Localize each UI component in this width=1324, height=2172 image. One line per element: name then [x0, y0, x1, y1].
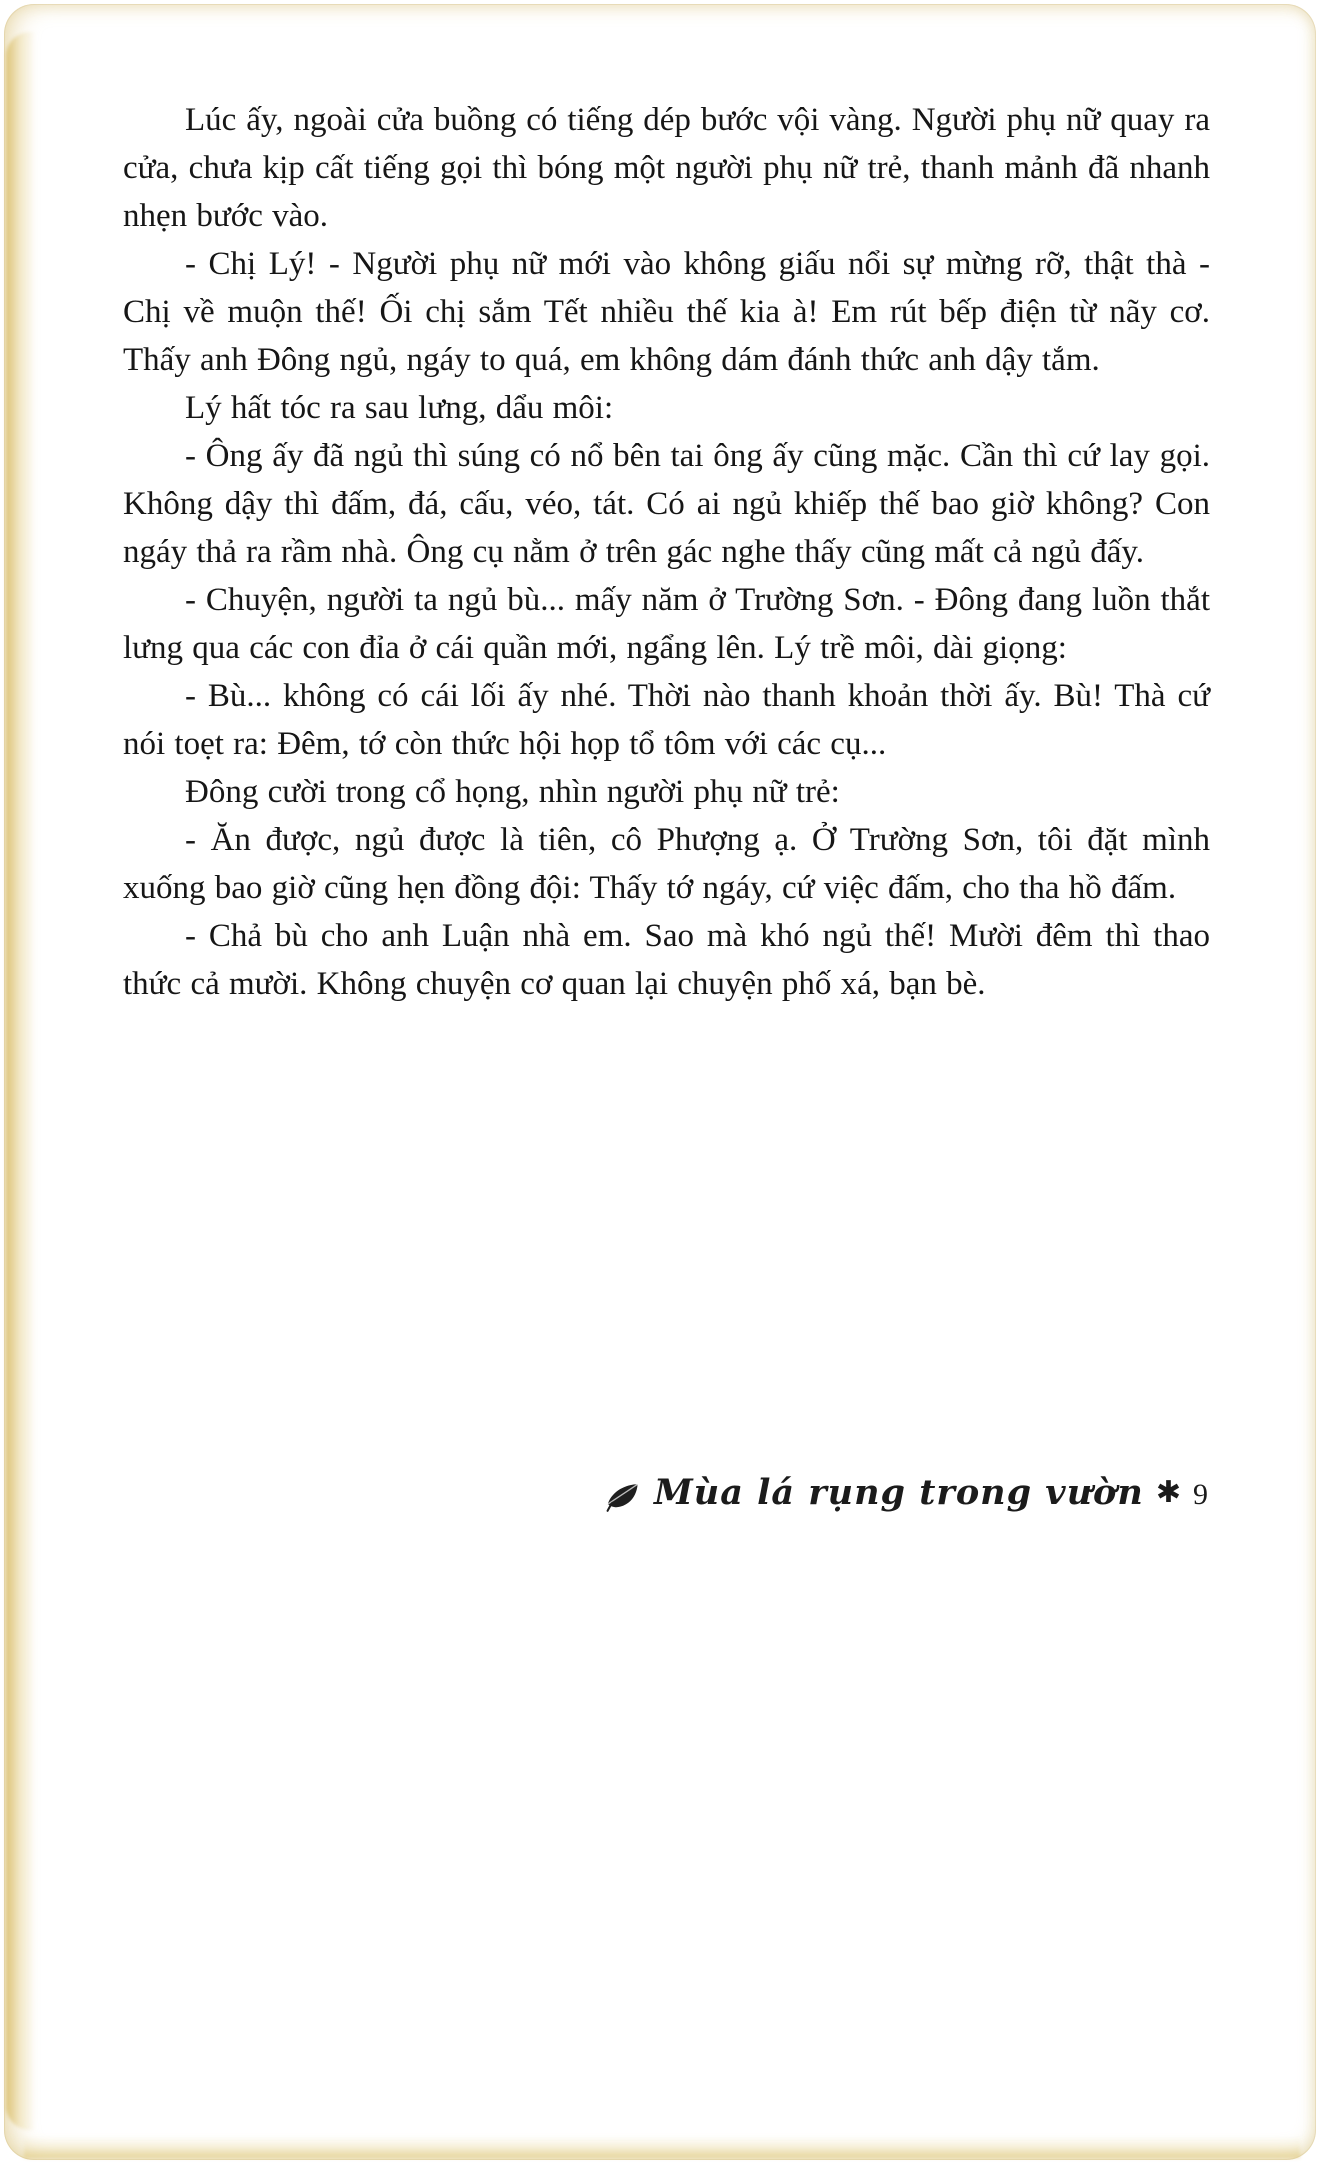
paragraph: Lúc ấy, ngoài cửa buồng có tiếng dép bước vội vàng. Người phụ nữ quay ra cửa, chưa kịp cất tiếng gọi thì bóng một người phụ nữ trẻ, thanh mảnh đã nhanh nhẹn bước vào.: [123, 102, 1210, 234]
page-spine-edge: [6, 32, 36, 2130]
paragraph: - Chuyện, người ta ngủ bù... mấy năm ở Trường Sơn. - Đông đang luồn thắt lưng qua các con đỉa ở cái quần mới, ngẩng lên. Lý trề môi, dài giọng:: [123, 582, 1210, 666]
star-separator-icon: ✱: [1155, 1475, 1181, 1510]
page-text: [123, 96, 1210, 1008]
paragraph: - Chị Lý! - Người phụ nữ mới vào không giấu nổi sự mừng rỡ, thật thà - Chị về muộn thế! Ối chị sắm Tết nhiều thế kia à! Em rút bếp điện từ nãy cơ. Thấy anh Đông ngủ, ngáy to quá, em không dám đánh thức anh dậy tắm.: [123, 246, 1210, 378]
paragraph: - Chả bù cho anh Luận nhà em. Sao mà khó ngủ thế! Mười đêm thì thao thức cả mười. Không chuyện cơ quan lại chuyện phố xá, bạn bè.: [123, 918, 1210, 1002]
leaf-icon: [603, 1481, 644, 1513]
paragraph: - Bù... không có cái lối ấy nhé. Thời nào thanh khoản thời ấy. Bù! Thà cứ nói toẹt ra: Đêm, tớ còn thức hội họp tổ tôm với các cụ...: [123, 678, 1210, 762]
paragraph: Lý hất tóc ra sau lưng, dẩu môi:: [185, 390, 614, 426]
paragraph: - Ăn được, ngủ được là tiên, cô Phượng ạ. Ở Trường Sơn, tôi đặt mình xuống bao giờ cũng hẹn đồng đội: Thấy tớ ngáy, cứ việc đấm, cho tha hồ đấm.: [123, 822, 1210, 906]
footer-book-title: Mùa lá rụng trong vườn: [654, 1472, 1144, 1513]
page-footer: [604, 1472, 1208, 1513]
book-page-scan: [4, 4, 1316, 2160]
page-bottom-edge: [24, 2136, 1300, 2158]
paragraph: Đông cười trong cổ họng, nhìn người phụ nữ trẻ:: [185, 774, 840, 810]
page-number: 9: [1193, 1478, 1208, 1511]
paragraph: - Ông ấy đã ngủ thì súng có nổ bên tai ông ấy cũng mặc. Cần thì cứ lay gọi. Không dậy thì đấm, đá, cấu, véo, tát. Có ai ngủ khiếp thế bao giờ không? Con ngáy thả ra rầm nhà. Ông cụ nằm ở trên gác nghe thấy cũng mất cả ngủ đấy.: [123, 438, 1210, 570]
